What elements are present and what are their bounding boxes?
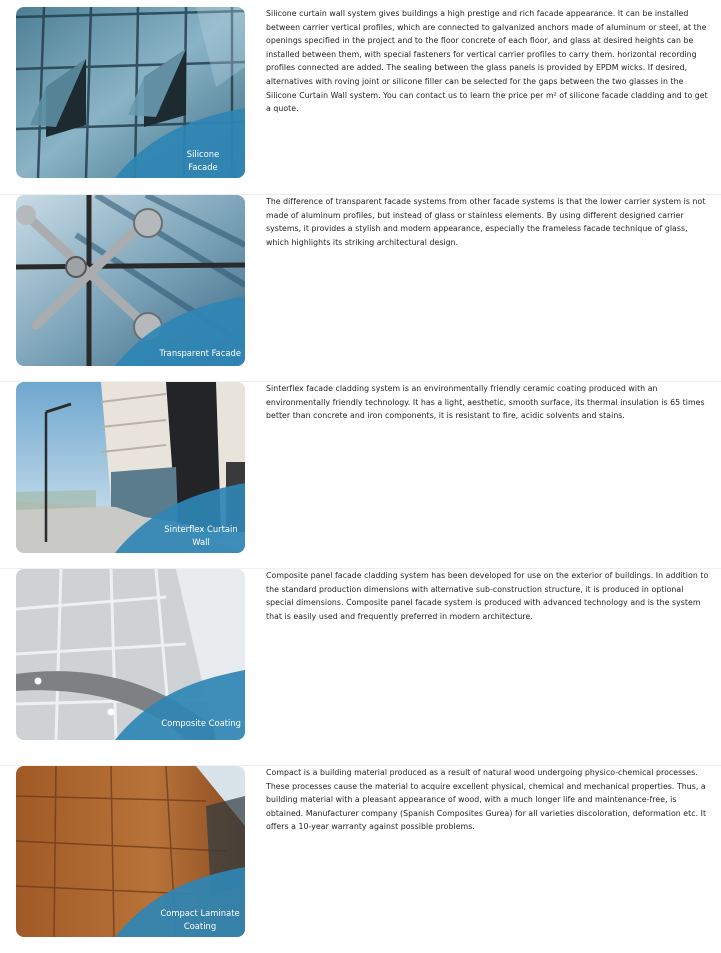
product-caption: Silicone Facade bbox=[186, 149, 220, 172]
product-caption: Composite Coating bbox=[161, 718, 241, 728]
product-image-sinterflex[interactable] bbox=[16, 382, 245, 553]
product-row-transparent bbox=[0, 194, 721, 382]
product-caption: Compact Laminate Coating bbox=[160, 908, 240, 931]
product-caption: Transparent Facade bbox=[159, 348, 241, 358]
product-row-sinterflex bbox=[0, 381, 721, 569]
product-description: Composite panel facade cladding system has been developed for use on the exterior of buildings. In addition to the standard production dimensions with alternative sub-construction structure, it is produced in optional special dimensions. Composite panel facade system is produced with advanced technology and is the system that is easily used and frequently preferred in modern architecture. bbox=[266, 571, 709, 621]
product-row-compact-laminate bbox=[0, 765, 721, 953]
product-description: The difference of transparent facade systems from other facade systems is that the lower carrier system is not made of aluminum profiles, but instead of glass or stainless elements. By using different designed carrier systems, it provides a stylish and modern appearance, especially the frameless facade technique of glass, which highlights its striking architectural design. bbox=[266, 197, 706, 247]
product-caption: Sinterflex Curtain Wall bbox=[164, 524, 238, 547]
product-description: Compact is a building material produced as a result of natural wood undergoing physico-chemical processes. These processes cause the material to acquire excellent physical, chemical and mechanical properties. Thus, a building material with a pleasant appearance of wood, with a much longer life and maintenance-free, is obtained. Manufacturer company (Spanish Composites Gurea) for all varieties discoloration, deformation etc. It offers a 10-year warranty against possible problems. bbox=[266, 768, 707, 832]
product-image-compact-laminate[interactable] bbox=[16, 766, 245, 937]
product-image-composite[interactable] bbox=[16, 569, 245, 740]
product-description: Sinterflex facade cladding system is an environmentally friendly ceramic coating produced with an environmentally friendly technology. It has a light, aesthetic, smooth surface, its thermal insulation is 65 times better than concrete and iron components, it is resistant to fire, acidic solvents and stains. bbox=[266, 384, 705, 421]
product-image-silicone[interactable] bbox=[16, 7, 245, 178]
product-row-composite bbox=[0, 568, 721, 756]
product-description: Silicone curtain wall system gives buildings a high prestige and rich facade appearance. It can be installed between carrier vertical profiles, which are connected to galvanized anchors made of aluminum or steel, at the openings specified in the project and to the floor concrete of each floor, and glass at desired heights can be installed between them, with special fasteners for vertical carrier profiles to carry them. horizontal recording profiles connected are added. The sealing between the glass panels is provided by EPDM wicks. If desired, alternatives with roving joint or silicone filler can be selected for the gaps between the two glasses in the Silicone Curtain Wall system. You can contact us to learn the price per m² of silicone facade cladding and to get a quote. bbox=[266, 9, 708, 114]
product-image-transparent[interactable] bbox=[16, 195, 245, 366]
product-row-silicone bbox=[0, 7, 721, 194]
